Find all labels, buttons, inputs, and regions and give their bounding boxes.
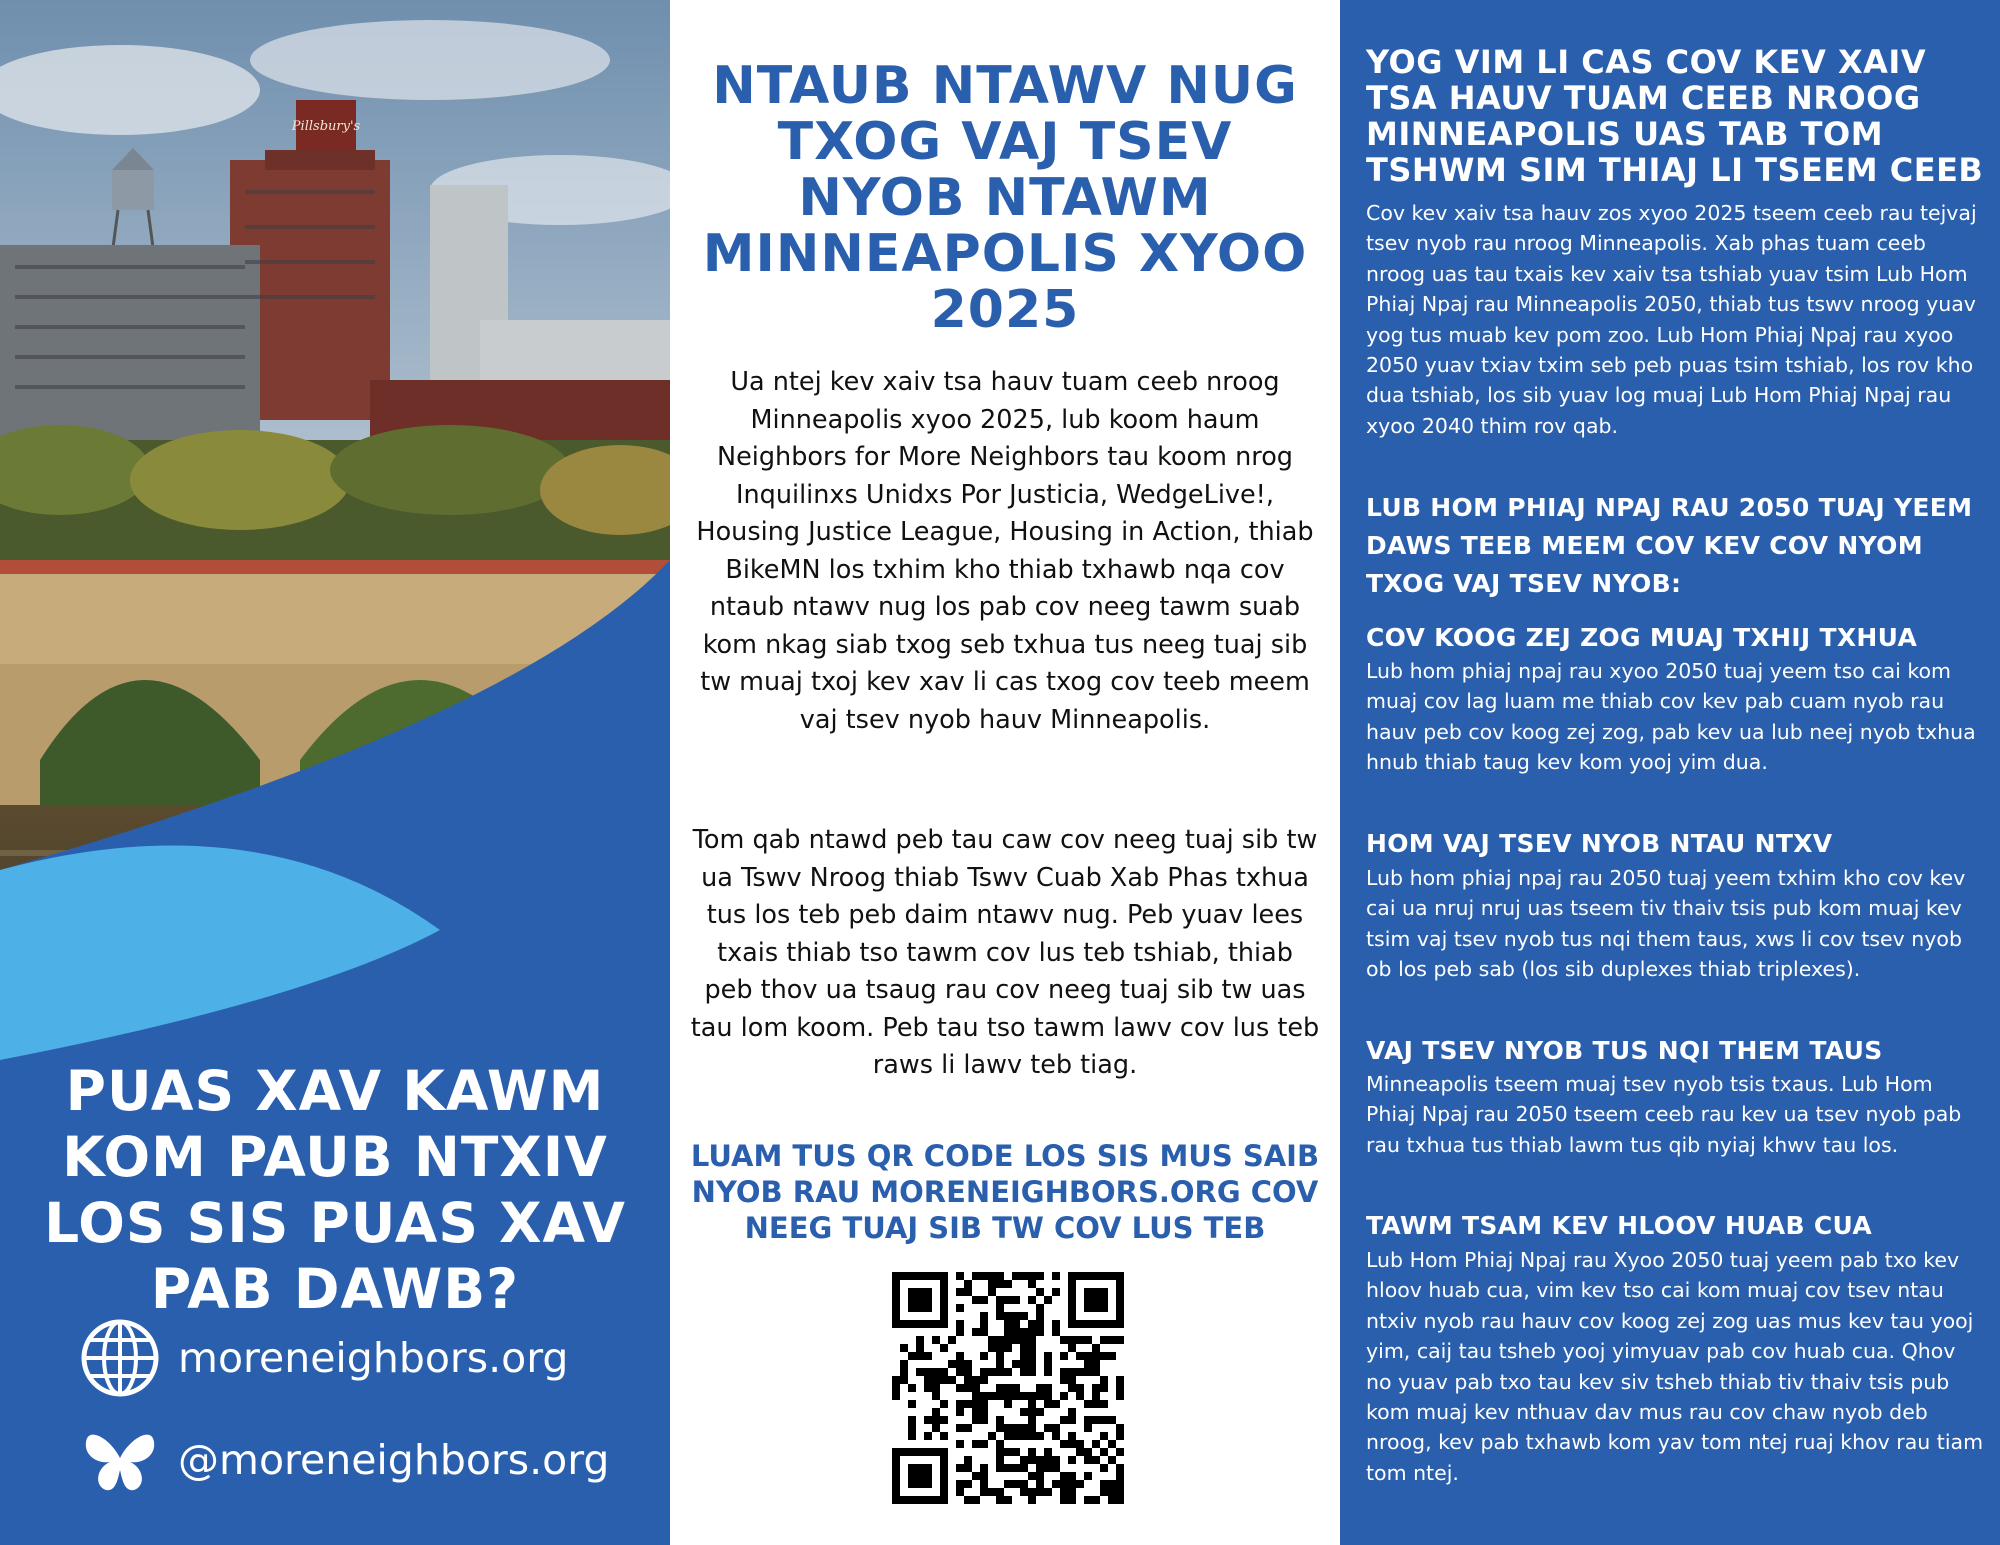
intro-paragraph: Ua ntej kev xaiv tsa hauv tuam ceeb nroog Minneapolis xyoo 2025, lub koom haum Neighbors for More Neighbors tau koom nrog Inquilinxs Unidxs Por Justicia, WedgeLive!, Housing Justice League, Housing in Action, thiab BikeMN los txhim kho thiab txhawb nqa cov ntaub ntawv nug los pab cov neeg tawm suab kom nkag siab txog seb txhua tus neeg tuaj sib tw muaj txoj kev xav li cas txog cov teeb meem vaj tsev nyob hauv Minneapolis. bbox=[696, 367, 1314, 735]
pillsbury-sign: Pillsbury's bbox=[291, 119, 361, 134]
why-elections-matter-title: YOG VIM LI CAS COV KEV XAIV TSA HAUV TUAM CEEB NROOG MINNEAPOLIS UAS TAB TOM TSHWM SIM THIAJ LI TSEEM CEEB bbox=[1366, 43, 1984, 189]
butterfly-icon bbox=[80, 1420, 160, 1500]
section-text: Lub Hom Phiaj Npaj rau Xyoo 2050 tuaj yeem pab txo kev hloov huab cua, vim kev tso cai kom muaj cov tsev ntau ntxiv nyob rau hauv cov koog zej zog uas mus kev tau yooj yim, caij tau tsheb yooj yimyuav pab cov huab cua. Qhov no yuav pab txo tau kev siv tsheb thiab tiv thaiv tsis pub kom muaj kev nthuav dav mus rau cov chaw nyob deb nroog, kev pab txhawb kom yav tom ntej ruaj khov rau tiam tom ntej. bbox=[1366, 1248, 1984, 1485]
section-heading: VAJ TSEV NYOB TUS NQI THEM TAUS bbox=[1366, 1036, 1883, 1065]
minneapolis-mill-photo bbox=[0, 0, 670, 1060]
questionnaire-title: NTAUB NTAWV NUG TXOG VAJ TSEV NYOB NTAWM MINNEAPOLIS XYOO 2025 bbox=[702, 56, 1308, 340]
qr-code[interactable] bbox=[892, 1272, 1124, 1504]
section-heading: COV KOOG ZEJ ZOG MUAJ TXHIJ TXHUA bbox=[1366, 623, 1918, 652]
globe-icon bbox=[80, 1318, 160, 1398]
plan-2050-heading: LUB HOM PHIAJ NPAJ RAU 2050 TUAJ YEEM DAWS TEEB MEEM COV KEV COV NYOM TXOG VAJ TSEV NYOB: bbox=[1366, 493, 1973, 598]
section-text: Lub hom phiaj npaj rau 2050 tuaj yeem txhim kho cov kev cai ua nruj nruj uas tseem tiv thaiv tsis pub kom muaj kev tsim vaj tsev nyob tus nqi them taus, xws li cov tsev nyob ob los peb sab (los sib duplexes thiab triplexes). bbox=[1366, 866, 1966, 982]
social-contact[interactable] bbox=[80, 1420, 609, 1500]
social-handle[interactable]: @moreneighbors.org bbox=[178, 1436, 610, 1484]
section-heading: TAWM TSAM KEV HLOOV HUAB CUA bbox=[1366, 1211, 1873, 1240]
why-elections-intro: Cov kev xaiv tsa hauv zos xyoo 2025 tseem ceeb rau tejvaj tsev nyob rau nroog Minneapolis. Xab phas tuam ceeb nroog uas tau txais kev xaiv tsa tshiab yuav tsim Lub Hom Phiaj Npaj rau Minneapolis 2050, thiab tus tswv nroog yuav yog tus muab kev pom zoo. Lub Hom Phiaj Npaj rau xyoo 2050 yuav txiav txim seb peb puas tsim tshiab, los rov kho dua tshiab, los sib yuav log muaj Lub Hom Phiaj Npaj rau xyoo 2040 thim rov qab. bbox=[1366, 201, 1977, 438]
section-text: Lub hom phiaj npaj rau xyoo 2050 tuaj yeem tso cai kom muaj cov lag luam me thiab cov kev pab cuam nyob rau hauv peb cov koog zej zog, pab kev ua lub neej nyob txhua hnub thiab taug kev kom yooj yim dua. bbox=[1366, 659, 1976, 775]
middle-panel bbox=[670, 0, 1340, 1545]
left-panel bbox=[0, 0, 670, 1545]
section-heading: HOM VAJ TSEV NYOB NTAU NTXV bbox=[1366, 829, 1833, 858]
response-paragraph: Tom qab ntawd peb tau caw cov neeg tuaj sib tw ua Tswv Nroog thiab Tswv Cuab Xab Phas txhua tus los teb peb daim ntawv nug. Peb yuav lees txais thiab tso tawm cov lus teb tshiab, thiab peb thov ua tsaug rau cov neeg tuaj sib tw uas tau lom koom. Peb tau tso tawm lawv cov lus teb raws li lawv teb tiag. bbox=[690, 825, 1320, 1080]
section-text: Minneapolis tseem muaj tsev nyob tsis txaus. Lub Hom Phiaj Npaj rau 2050 tseem ceeb rau kev ua tsev nyob pab rau txhua tus thiab lawm tus qib nyiaj khwv tau los. bbox=[1366, 1072, 1962, 1157]
website-link[interactable]: moreneighbors.org bbox=[178, 1334, 569, 1382]
qr-call-to-action: LUAM TUS QR CODE LOS SIS MUS SAIB NYOB RAU MORENEIGHBORS.ORG COV NEEG TUAJ SIB TW COV LUS TEB bbox=[690, 1139, 1320, 1245]
website-contact[interactable] bbox=[80, 1318, 568, 1398]
left-call-to-action: PUAS XAV KAWM KOM PAUB NTXIV LOS SIS PUAS XAV PAB DAWB? bbox=[44, 1059, 626, 1321]
right-panel bbox=[1340, 0, 2000, 1545]
